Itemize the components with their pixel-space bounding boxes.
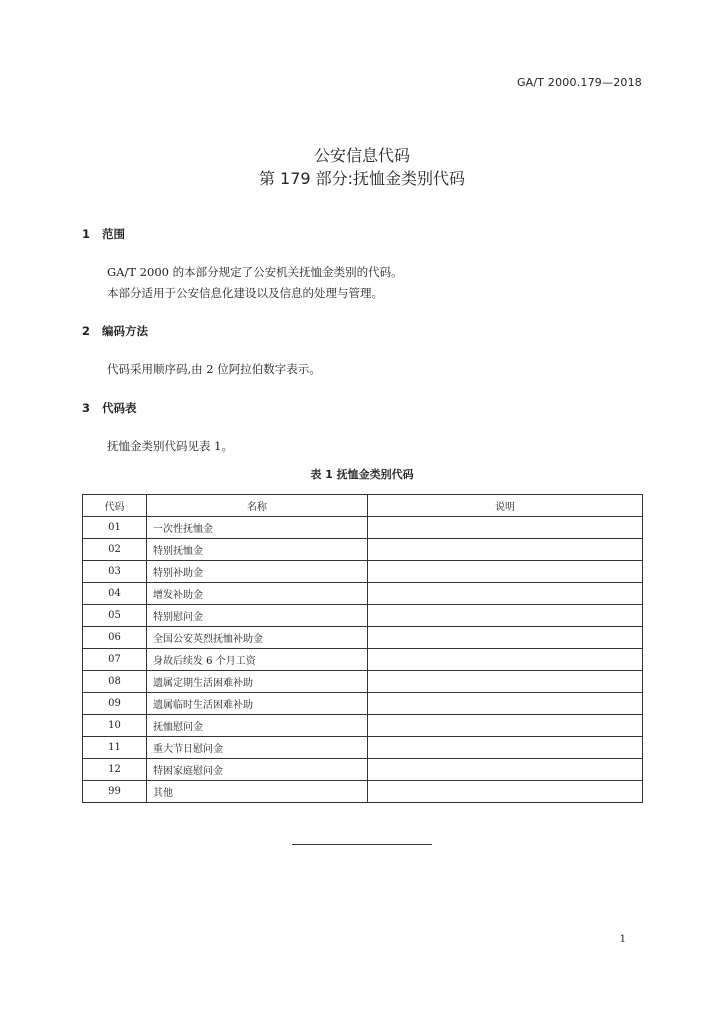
cell-name: 特别慰问金 [147, 605, 368, 627]
section-heading-scope [82, 226, 125, 242]
table-row [83, 583, 643, 605]
cell-name: 身故后续发 6 个月工资 [147, 649, 368, 671]
cell-note [368, 539, 643, 561]
section-heading-coding-method [82, 323, 148, 339]
document-title: 公安信息代码 [313, 146, 410, 165]
paragraph: 本部分适用于公安信息化建设以及信息的处理与管理。 [107, 286, 383, 300]
cell-code: 03 [83, 561, 147, 583]
table-row [83, 605, 643, 627]
cell-code: 99 [83, 781, 147, 803]
section-number: 2 [82, 324, 91, 338]
cell-name: 抚恤慰问金 [147, 715, 368, 737]
cell-note [368, 693, 643, 715]
table-row [83, 649, 643, 671]
table-row [83, 781, 643, 803]
cell-name: 特别补助金 [147, 561, 368, 583]
cell-name: 增发补助金 [147, 583, 368, 605]
cell-code: 01 [83, 517, 147, 539]
cell-note [368, 649, 643, 671]
paragraph: GA/T 2000 的本部分规定了公安机关抚恤金类别的代码。 [107, 265, 403, 279]
cell-name: 特别抚恤金 [147, 539, 368, 561]
cell-code: 11 [83, 737, 147, 759]
end-rule [292, 844, 432, 845]
paragraph: 抚恤金类别代码见表 1。 [107, 439, 233, 453]
table-header-row [83, 495, 643, 517]
cell-code: 09 [83, 693, 147, 715]
cell-name: 重大节日慰问金 [147, 737, 368, 759]
section-number: 1 [82, 227, 91, 241]
cell-code: 12 [83, 759, 147, 781]
table-row [83, 671, 643, 693]
table-caption: 表 1 抚恤金类别代码 [310, 468, 414, 481]
section-title: 编码方法 [102, 324, 148, 338]
cell-name: 一次性抚恤金 [147, 517, 368, 539]
table-row [83, 627, 643, 649]
cell-note [368, 671, 643, 693]
cell-note [368, 627, 643, 649]
table-row [83, 693, 643, 715]
section-heading-code-table [82, 400, 137, 416]
paragraph: 代码采用顺序码,由 2 位阿拉伯数字表示。 [107, 362, 321, 376]
header-note: 说明 [368, 495, 643, 517]
cell-note [368, 605, 643, 627]
cell-note [368, 561, 643, 583]
table-row [83, 737, 643, 759]
section-number: 3 [82, 401, 91, 415]
cell-note [368, 781, 643, 803]
cell-code: 06 [83, 627, 147, 649]
table-row [83, 517, 643, 539]
document-subtitle: 第 179 部分:抚恤金类别代码 [258, 169, 466, 188]
cell-code: 02 [83, 539, 147, 561]
table-row [83, 715, 643, 737]
section-title: 代码表 [102, 401, 137, 415]
cell-note [368, 583, 643, 605]
cell-code: 08 [83, 671, 147, 693]
cell-name: 遗属定期生活困难补助 [147, 671, 368, 693]
table-row [83, 561, 643, 583]
table-row [83, 759, 643, 781]
cell-code: 10 [83, 715, 147, 737]
cell-code: 05 [83, 605, 147, 627]
header-name: 名称 [147, 495, 368, 517]
code-table [82, 494, 643, 803]
cell-name: 遗属临时生活困难补助 [147, 693, 368, 715]
cell-note [368, 517, 643, 539]
standard-number: GA/T 2000.179—2018 [516, 76, 642, 89]
cell-note [368, 737, 643, 759]
table-row [83, 539, 643, 561]
page-number: 1 [619, 934, 626, 945]
cell-name: 其他 [147, 781, 368, 803]
cell-note [368, 759, 643, 781]
header-code: 代码 [83, 495, 147, 517]
cell-name: 特困家庭慰问金 [147, 759, 368, 781]
section-title: 范围 [102, 227, 125, 241]
cell-code: 07 [83, 649, 147, 671]
cell-note [368, 715, 643, 737]
cell-code: 04 [83, 583, 147, 605]
cell-name: 全国公安英烈抚恤补助金 [147, 627, 368, 649]
